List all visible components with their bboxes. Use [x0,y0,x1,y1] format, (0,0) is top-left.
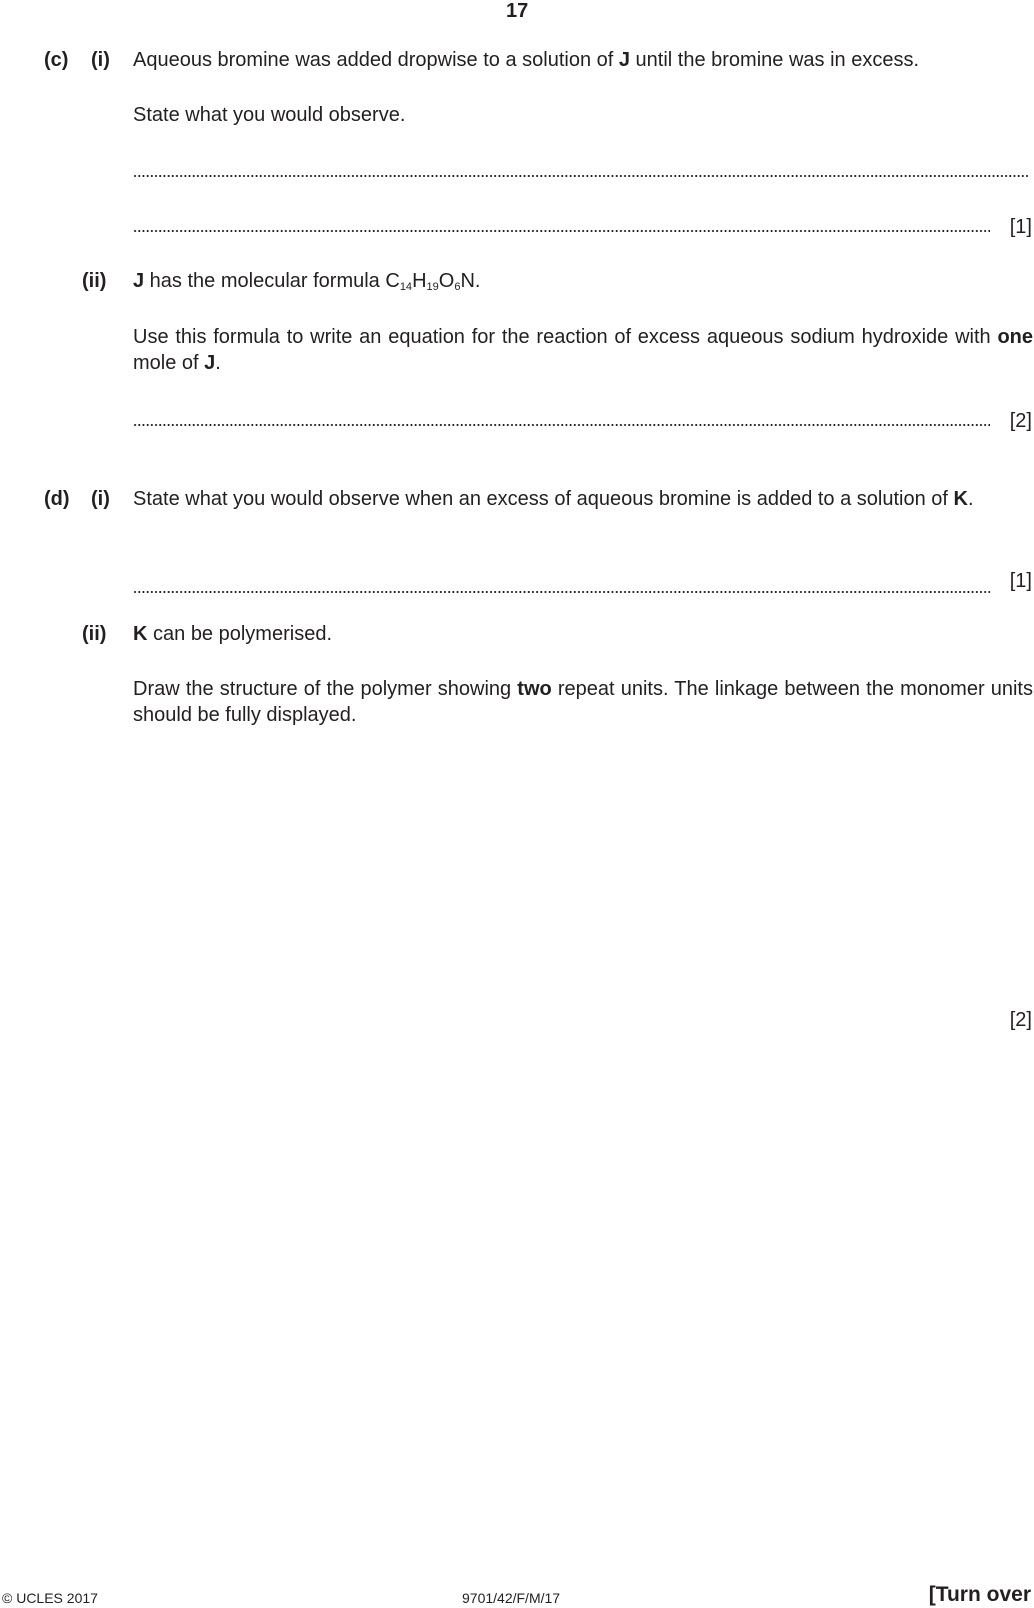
part-c-i-question [133,49,919,72]
mark-allocation: [1] [1009,570,1032,592]
part-d-ii-label: (ii) [82,623,107,645]
part-c-i-label: (i) [91,49,110,71]
part-d-i-label: (i) [91,488,110,510]
part-c-label: (c) [44,49,69,71]
emphasis-one: one [997,326,1033,348]
part-d-label: (d) [44,488,70,510]
compound-letter: J [204,352,216,374]
question-text: Aqueous bromine was added dropwise to a solution of [133,49,619,71]
copyright: © UCLES 2017 [2,1590,98,1606]
answer-line[interactable] [133,174,1028,178]
drawing-answer-area[interactable] [133,740,1028,1000]
answer-line[interactable] [133,423,990,427]
part-d-ii-instruction: Draw the structure of the polymer showing two repeat units. The linkage between the monomer units should be fully displayed. [133,678,1033,726]
compound-letter: J [133,270,145,292]
page-number: 17 [506,0,529,22]
answer-line[interactable] [133,229,990,233]
part-c-ii-label: (ii) [82,270,107,292]
answer-line[interactable] [133,590,990,594]
molecular-formula: $C_{14}H_{19}O_6N$. [385,270,481,293]
question-text: until the bromine was in excess. [629,49,920,71]
question-text: has the molecular formula [144,270,386,292]
emphasis-two: two [517,678,552,700]
mark-allocation: [2] [1009,410,1032,432]
part-c-i-instruction: State what you would observe. [133,104,406,126]
turn-over: [Turn over [928,1583,1031,1606]
part-c-ii-formula-statement [133,270,480,293]
compound-letter: J [618,49,630,71]
mark-allocation: [1] [1009,216,1032,238]
compound-letter: K [133,623,148,645]
part-d-i-question: State what you would observe when an excess of aqueous bromine is added to a solution of K. [133,488,974,510]
compound-letter: K [953,488,968,510]
part-c-ii-instruction: Use this formula to write an equation for the reaction of excess aqueous sodium hydroxide with one mole of J. [133,326,1033,374]
part-d-ii-statement: K can be polymerised. [133,623,332,645]
mark-allocation: [2] [1009,1009,1032,1031]
paper-code: 9701/42/F/M/17 [462,1590,561,1606]
